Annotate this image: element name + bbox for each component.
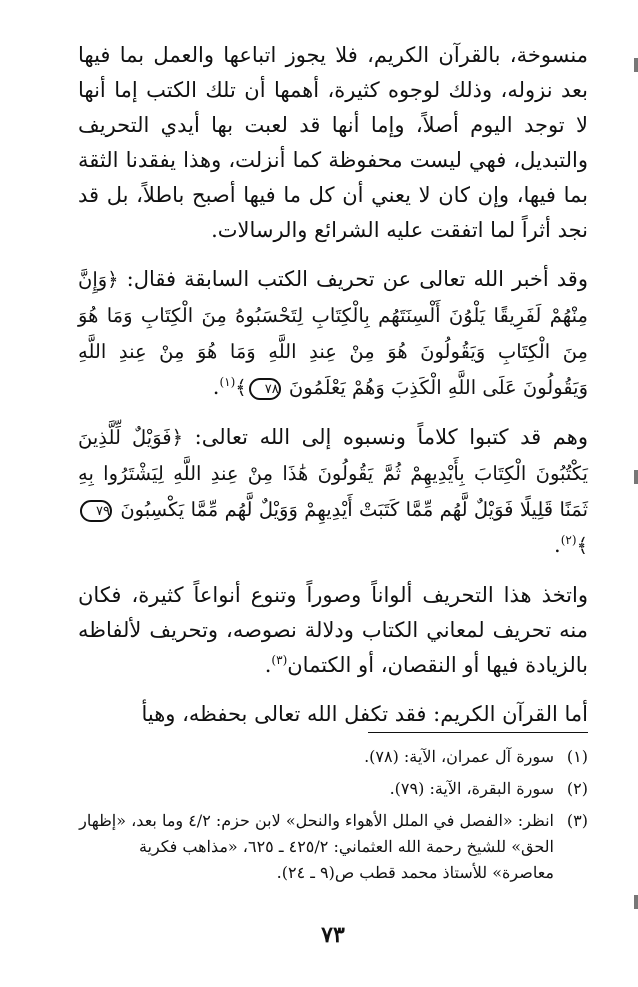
paragraph-3-intro: وهم قد كتبوا كلاماً ونسبوه إلى الله تعالى: (194, 425, 588, 449)
paragraph-1: منسوخة، بالقرآن الكريم، فلا يجوز اتباعها والعمل بما فيها بعد نزوله، وذلك لوجوه كثيرة، أهمها أن تلك الكتب إما أنها لا توجد اليوم أصلاً، وإما أنها قد لعبت بها أيدي التحريف والتبديل، فهي ليست محفوظة كما أنزلت، وهذا يفقدنا الثقة بما فيها، وإن كان لا يعني أن كل ما فيها أصبح باطلاً، بل قد نجد أثراً لما اتفقت عليه الشرائع والرسالات. (78, 43, 588, 242)
footnote-number: (٣) (566, 811, 588, 830)
verse-1-end: . (212, 375, 220, 399)
footnote-number: (١) (566, 747, 588, 766)
footnote-text: سورة آل عمران، الآية: (٧٨). (364, 747, 554, 766)
footnote-item (78, 808, 588, 886)
footnote-ref-1: (١) (219, 375, 236, 389)
footnote-text: سورة البقرة، الآية: (٧٩). (389, 779, 554, 798)
footnote-number: (٢) (566, 779, 588, 798)
scan-edge-mark (634, 895, 638, 909)
verse-open-bracket: ﴿ (107, 268, 119, 291)
paragraph-2-intro: وقد أخبر الله تعالى عن تحريف الكتب السابقة فقال: (126, 267, 588, 291)
verse-close-bracket: ﴾ (235, 376, 247, 399)
footnote-item (78, 744, 588, 770)
footnote-ref-3: (٣) (271, 653, 288, 667)
paragraph-4-text: واتخذ هذا التحريف ألواناً وصوراً وتنوع أنواعاً كثيرة، فكان منه تحريف لمعاني الكتاب ودلالة نصوصه، وتحريف لألفاظه بالزيادة فيها أو النقصان، أو الكتمان (78, 583, 588, 677)
page-number: ٧٣ (321, 922, 345, 948)
scan-edge-mark (634, 470, 638, 484)
footnote-divider (368, 732, 588, 733)
paragraph-5: أما القرآن الكريم: فقد تكفل الله تعالى بحفظه، وهيأ (141, 702, 588, 726)
verse-close-bracket: ﴾ (576, 534, 588, 557)
verse-open-bracket: ﴿ (171, 426, 184, 449)
ayah-number-mark: ٧٩ (80, 500, 112, 522)
paragraph-3 (78, 420, 588, 564)
footnotes (78, 744, 588, 892)
verse-2-end: . (554, 533, 561, 557)
verse-1-text: وَإِنَّ مِنْهُمْ لَفَرِيقًا يَلْوُنَ أَلْسِنَتَهُم بِالْكِتَابِ لِتَحْسَبُوهُ مِنَ الْكِتَابِ وَمَا هُوَ مِنَ الْكِتَابِ وَيَقُولُونَ هُوَ مِنْ عِندِ اللَّهِ وَمَا هُوَ مِنْ عِندِ اللَّهِ وَيَقُولُونَ عَلَى اللَّهِ الْكَذِبَ وَهُمْ يَعْلَمُونَ (78, 268, 588, 399)
footnote-ref-2: (٢) (560, 533, 577, 547)
paragraph-4 (78, 578, 588, 683)
paragraph-4-end: . (264, 653, 272, 677)
book-page (78, 38, 588, 987)
footnote-text: انظر: «الفصل في الملل الأهواء والنحل» لابن حزم: ٤/٢ وما بعد، «إظهار الحق» للشيخ رحمة الله العثماني: ٤٢٥/٢ ـ ٦٢٥، «مذاهب فكرية معاصرة» للأستاذ محمد قطب ص(٩ ـ ٢٤). (79, 811, 554, 882)
verse-2-text: فَوَيْلٌ لِّلَّذِينَ يَكْتُبُونَ الْكِتَابَ بِأَيْدِيهِمْ ثُمَّ يَقُولُونَ هَٰذَا مِنْ عِندِ اللَّهِ لِيَشْتَرُوا بِهِ ثَمَنًا قَلِيلًا فَوَيْلٌ لَّهُم مِّمَّا كَتَبَتْ أَيْدِيهِمْ وَوَيْلٌ لَّهُم مِّمَّا يَكْسِبُونَ (78, 426, 588, 521)
scan-edge-mark (634, 58, 638, 72)
paragraph-2 (78, 262, 588, 406)
footnote-item (78, 776, 588, 802)
ayah-number-mark: ٧٨ (249, 378, 281, 400)
